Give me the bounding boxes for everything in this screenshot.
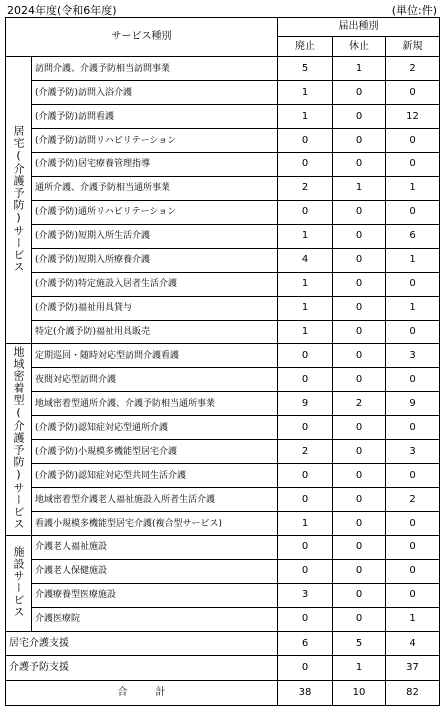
count-new: 4 bbox=[386, 631, 440, 656]
count-suspension: 1 bbox=[333, 57, 386, 81]
table-row bbox=[6, 583, 440, 607]
table-row bbox=[6, 248, 440, 272]
table-row bbox=[6, 344, 440, 368]
count-abolition: 1 bbox=[278, 512, 333, 536]
count-new: 2 bbox=[386, 57, 440, 81]
count-abolition: 0 bbox=[278, 152, 333, 176]
table-row bbox=[6, 559, 440, 583]
count-suspension: 0 bbox=[333, 607, 386, 631]
group-label bbox=[6, 344, 32, 536]
count-abolition: 5 bbox=[278, 57, 333, 81]
count-abolition: 0 bbox=[278, 535, 333, 559]
count-abolition: 0 bbox=[278, 416, 333, 440]
count-new: 1 bbox=[386, 607, 440, 631]
service-name: 居宅介護支援 bbox=[6, 631, 278, 656]
service-name: (介護予防)訪問入浴介護 bbox=[32, 81, 278, 105]
table-row bbox=[6, 176, 440, 200]
total-row bbox=[6, 681, 440, 706]
notification-type-header: 届出種別 bbox=[278, 18, 440, 37]
table-row bbox=[6, 105, 440, 129]
group-label bbox=[6, 57, 32, 344]
count-suspension: 0 bbox=[333, 368, 386, 392]
service-name: 夜間対応型訪問介護 bbox=[32, 368, 278, 392]
service-name: (介護予防)認知症対応型通所介護 bbox=[32, 416, 278, 440]
group-label bbox=[6, 535, 32, 631]
count-abolition: 1 bbox=[278, 105, 333, 129]
count-new: 1 bbox=[386, 176, 440, 200]
table-row bbox=[6, 81, 440, 105]
count-suspension: 0 bbox=[333, 105, 386, 129]
count-suspension: 1 bbox=[333, 656, 386, 681]
count-suspension: 0 bbox=[333, 512, 386, 536]
table-row bbox=[6, 440, 440, 464]
count-suspension: 0 bbox=[333, 464, 386, 488]
count-new: 9 bbox=[386, 392, 440, 416]
service-name: (介護予防)小規模多機能型居宅介護 bbox=[32, 440, 278, 464]
group-label-text: 地域密着型(介護予防)サービス bbox=[12, 346, 25, 531]
table-row bbox=[6, 200, 440, 224]
service-name: (介護予防)通所リハビリテーション bbox=[32, 200, 278, 224]
count-suspension: 0 bbox=[333, 559, 386, 583]
service-type-header: サービス種別 bbox=[6, 18, 278, 57]
table-row bbox=[6, 607, 440, 631]
count-abolition: 1 bbox=[278, 272, 333, 296]
count-abolition: 1 bbox=[278, 296, 333, 320]
service-name: (介護予防)訪問看護 bbox=[32, 105, 278, 129]
count-suspension: 1 bbox=[333, 176, 386, 200]
table-row bbox=[6, 392, 440, 416]
count-new: 0 bbox=[386, 320, 440, 344]
service-name: 特定(介護予防)福祉用具販売 bbox=[32, 320, 278, 344]
count-suspension: 0 bbox=[333, 583, 386, 607]
group-label-text: 居宅(介護予防)サービス bbox=[12, 124, 25, 273]
count-new: 0 bbox=[386, 583, 440, 607]
count-abolition: 0 bbox=[278, 607, 333, 631]
count-abolition: 1 bbox=[278, 224, 333, 248]
count-abolition: 0 bbox=[278, 559, 333, 583]
count-suspension: 0 bbox=[333, 344, 386, 368]
count-abolition: 1 bbox=[278, 320, 333, 344]
service-name: 地域密着型通所介護、介護予防相当通所事業 bbox=[32, 392, 278, 416]
count-suspension: 0 bbox=[333, 272, 386, 296]
service-name: (介護予防)短期入所療養介護 bbox=[32, 248, 278, 272]
table-row bbox=[6, 368, 440, 392]
count-new: 3 bbox=[386, 440, 440, 464]
table-row bbox=[6, 57, 440, 81]
count-suspension: 2 bbox=[333, 392, 386, 416]
total-abolition: 38 bbox=[278, 681, 333, 706]
count-suspension: 0 bbox=[333, 81, 386, 105]
service-name: 看護小規模多機能型居宅介護(複合型サービス) bbox=[32, 512, 278, 536]
count-abolition: 0 bbox=[278, 488, 333, 512]
table-row bbox=[6, 631, 440, 656]
total-suspension: 10 bbox=[333, 681, 386, 706]
service-name: (介護予防)特定施設入居者生活介護 bbox=[32, 272, 278, 296]
service-name: 介護療養型医療施設 bbox=[32, 583, 278, 607]
table-row bbox=[6, 129, 440, 153]
group-label-text: 施設サービス bbox=[12, 545, 25, 618]
count-suspension: 0 bbox=[333, 224, 386, 248]
service-name: (介護予防)居宅療養管理指導 bbox=[32, 152, 278, 176]
unit-caption: (単位:件) bbox=[391, 4, 437, 17]
count-suspension: 0 bbox=[333, 129, 386, 153]
table-row bbox=[6, 512, 440, 536]
table-row bbox=[6, 296, 440, 320]
count-new: 0 bbox=[386, 535, 440, 559]
count-abolition: 0 bbox=[278, 464, 333, 488]
fiscal-year-caption: 2024年度(令和6年度) bbox=[7, 4, 117, 17]
col-header-suspension: 休止 bbox=[333, 37, 386, 57]
count-new: 0 bbox=[386, 81, 440, 105]
service-name: (介護予防)訪問リハビリテーション bbox=[32, 129, 278, 153]
count-new: 1 bbox=[386, 248, 440, 272]
count-suspension: 0 bbox=[333, 200, 386, 224]
service-name: (介護予防)福祉用具貸与 bbox=[32, 296, 278, 320]
service-name: (介護予防)短期入所生活介護 bbox=[32, 224, 278, 248]
count-suspension: 0 bbox=[333, 320, 386, 344]
count-abolition: 2 bbox=[278, 176, 333, 200]
count-suspension: 0 bbox=[333, 152, 386, 176]
col-header-new: 新規 bbox=[386, 37, 440, 57]
count-new: 0 bbox=[386, 559, 440, 583]
count-new: 0 bbox=[386, 200, 440, 224]
col-header-abolition: 廃止 bbox=[278, 37, 333, 57]
count-abolition: 2 bbox=[278, 440, 333, 464]
total-label: 合計 bbox=[6, 681, 278, 706]
count-new: 0 bbox=[386, 368, 440, 392]
service-name: 介護老人福祉施設 bbox=[32, 535, 278, 559]
count-suspension: 0 bbox=[333, 248, 386, 272]
notification-table bbox=[5, 17, 440, 706]
count-suspension: 5 bbox=[333, 631, 386, 656]
service-name: 介護医療院 bbox=[32, 607, 278, 631]
count-new: 2 bbox=[386, 488, 440, 512]
count-abolition: 6 bbox=[278, 631, 333, 656]
count-new: 37 bbox=[386, 656, 440, 681]
table-row bbox=[6, 488, 440, 512]
count-new: 12 bbox=[386, 105, 440, 129]
service-name: (介護予防)認知症対応型共同生活介護 bbox=[32, 464, 278, 488]
count-abolition: 0 bbox=[278, 368, 333, 392]
count-suspension: 0 bbox=[333, 535, 386, 559]
service-name: 地域密着型介護老人福祉施設入所者生活介護 bbox=[32, 488, 278, 512]
service-name: 訪問介護、介護予防相当訪問事業 bbox=[32, 57, 278, 81]
count-new: 0 bbox=[386, 464, 440, 488]
count-new: 0 bbox=[386, 129, 440, 153]
count-new: 0 bbox=[386, 272, 440, 296]
count-new: 0 bbox=[386, 512, 440, 536]
count-abolition: 1 bbox=[278, 81, 333, 105]
table-row bbox=[6, 152, 440, 176]
count-abolition: 0 bbox=[278, 656, 333, 681]
service-name: 通所介護、介護予防相当通所事業 bbox=[32, 176, 278, 200]
table-row bbox=[6, 416, 440, 440]
service-name: 介護老人保健施設 bbox=[32, 559, 278, 583]
count-abolition: 0 bbox=[278, 200, 333, 224]
count-abolition: 4 bbox=[278, 248, 333, 272]
total-new: 82 bbox=[386, 681, 440, 706]
count-suspension: 0 bbox=[333, 440, 386, 464]
table-row bbox=[6, 320, 440, 344]
count-new: 0 bbox=[386, 416, 440, 440]
table-row bbox=[6, 272, 440, 296]
count-new: 0 bbox=[386, 152, 440, 176]
count-abolition: 9 bbox=[278, 392, 333, 416]
count-suspension: 0 bbox=[333, 296, 386, 320]
table-row bbox=[6, 656, 440, 681]
count-abolition: 0 bbox=[278, 344, 333, 368]
table-row bbox=[6, 224, 440, 248]
count-new: 6 bbox=[386, 224, 440, 248]
service-name: 定期巡回・随時対応型訪問介護看護 bbox=[32, 344, 278, 368]
count-suspension: 0 bbox=[333, 416, 386, 440]
table-row bbox=[6, 464, 440, 488]
count-new: 1 bbox=[386, 296, 440, 320]
service-name: 介護予防支援 bbox=[6, 656, 278, 681]
count-suspension: 0 bbox=[333, 488, 386, 512]
count-new: 3 bbox=[386, 344, 440, 368]
count-abolition: 0 bbox=[278, 129, 333, 153]
table-row bbox=[6, 535, 440, 559]
count-abolition: 3 bbox=[278, 583, 333, 607]
